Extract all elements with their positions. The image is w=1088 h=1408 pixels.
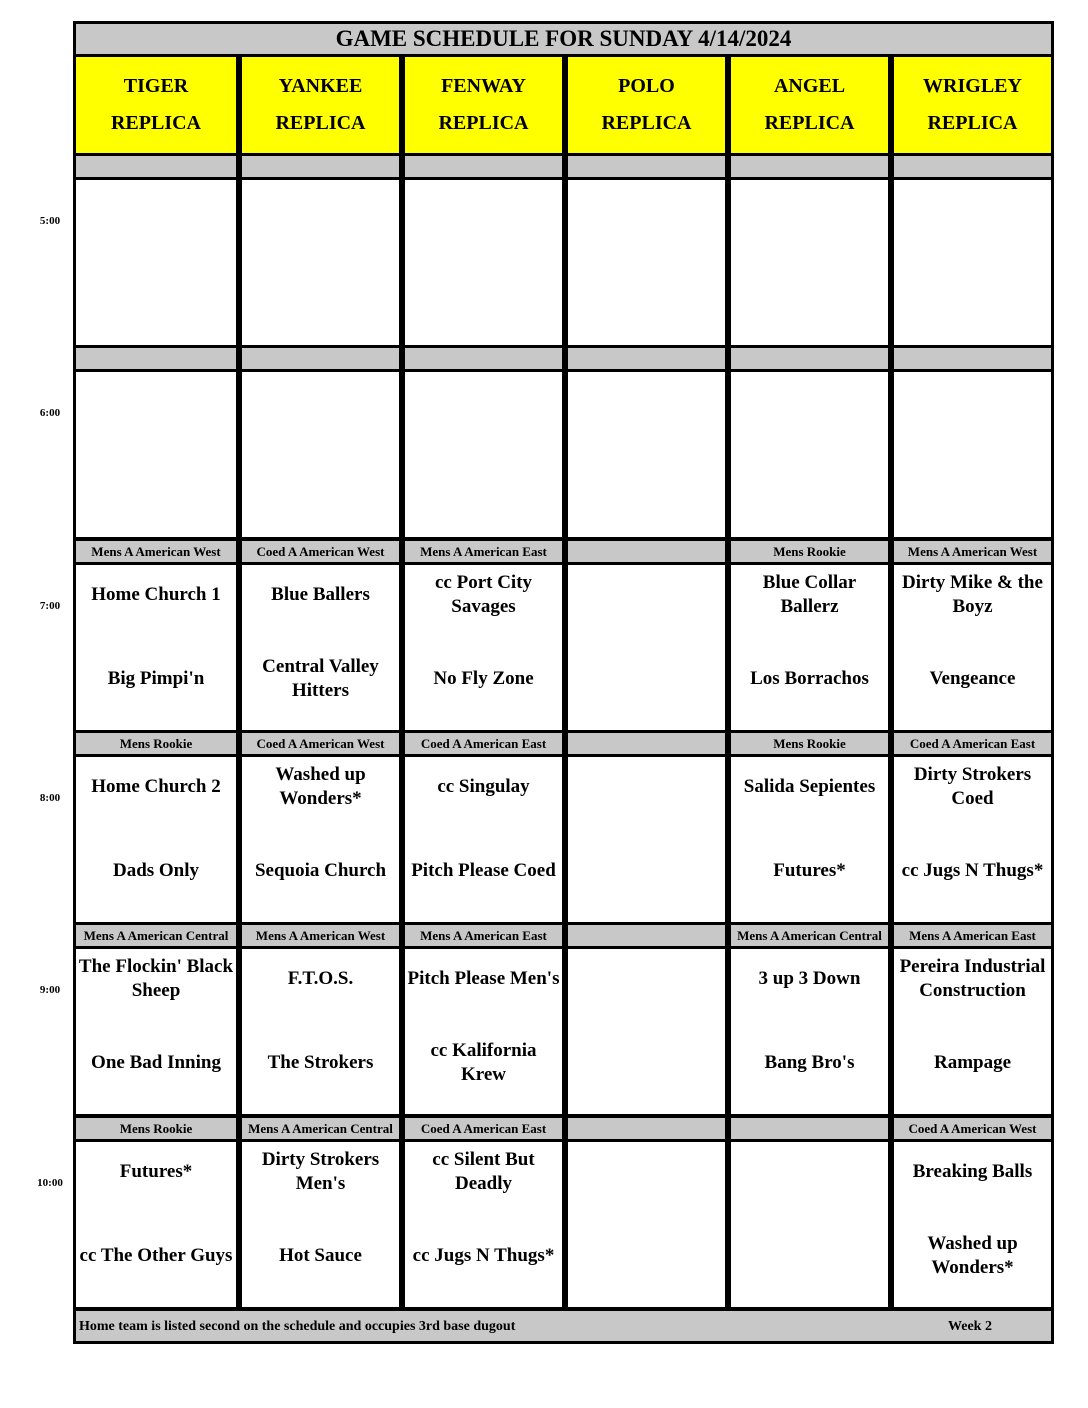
field-header-fenway bbox=[402, 54, 565, 156]
field-header-wrigley bbox=[891, 54, 1054, 156]
home-team: cc Jugs N Thugs* bbox=[412, 1245, 555, 1266]
division-label bbox=[891, 345, 1054, 372]
away-team: Washed up Wonders* bbox=[275, 764, 366, 809]
away-team bbox=[76, 183, 236, 237]
game-cell bbox=[891, 1139, 1054, 1310]
game-cell bbox=[73, 1139, 239, 1310]
time-label: 8:00 bbox=[39, 792, 61, 804]
home-team bbox=[731, 459, 888, 513]
game-cell bbox=[565, 1139, 728, 1310]
division-label: Mens A American East bbox=[402, 922, 565, 949]
home-team bbox=[76, 459, 236, 513]
away-team: Blue Ballers bbox=[271, 584, 370, 605]
home-team bbox=[731, 267, 888, 321]
division-label: Coed A American East bbox=[402, 730, 565, 757]
division-label bbox=[891, 153, 1054, 180]
home-team bbox=[568, 1229, 725, 1283]
away-team bbox=[76, 375, 236, 429]
game-cell bbox=[402, 1139, 565, 1310]
away-team bbox=[731, 1145, 888, 1199]
game-cell bbox=[891, 177, 1054, 348]
field-header-yankee bbox=[239, 54, 402, 156]
time-label: 6:00 bbox=[39, 407, 61, 419]
away-team bbox=[894, 183, 1051, 237]
home-team bbox=[894, 459, 1051, 513]
game-cell bbox=[239, 177, 402, 348]
home-team: Hot Sauce bbox=[279, 1245, 362, 1266]
home-team bbox=[568, 844, 725, 898]
away-team: Blue Collar Ballerz bbox=[762, 572, 857, 617]
away-team: cc Silent But Deadly bbox=[432, 1149, 535, 1194]
game-cell bbox=[239, 1139, 402, 1310]
away-team bbox=[731, 375, 888, 429]
game-cell bbox=[239, 946, 402, 1117]
away-team bbox=[242, 375, 399, 429]
away-team: cc Singulay bbox=[437, 776, 530, 797]
game-cell bbox=[728, 562, 891, 733]
game-cell bbox=[728, 946, 891, 1117]
game-cell bbox=[728, 1139, 891, 1310]
away-team bbox=[894, 375, 1051, 429]
game-cell bbox=[728, 369, 891, 540]
field-header-tiger bbox=[73, 54, 239, 156]
game-cell bbox=[402, 177, 565, 348]
away-team: F.T.O.S. bbox=[287, 968, 354, 989]
division-label bbox=[402, 153, 565, 180]
field-subtitle: REPLICA bbox=[764, 112, 855, 134]
field-subtitle: REPLICA bbox=[275, 112, 366, 134]
division-label bbox=[73, 153, 239, 180]
home-team: One Bad Inning bbox=[91, 1052, 221, 1073]
division-label bbox=[565, 730, 728, 757]
division-label: Mens Rookie bbox=[73, 730, 239, 757]
game-cell bbox=[73, 754, 239, 925]
away-team bbox=[568, 568, 725, 622]
division-label: Coed A American West bbox=[239, 538, 402, 565]
division-label: Mens Rookie bbox=[728, 730, 891, 757]
field-subtitle: REPLICA bbox=[601, 112, 692, 134]
away-team: The Flockin' Black Sheep bbox=[78, 956, 234, 1001]
away-team bbox=[405, 183, 562, 237]
home-team: Pitch Please Coed bbox=[411, 860, 556, 881]
home-team bbox=[894, 267, 1051, 321]
home-team bbox=[568, 1036, 725, 1090]
home-team bbox=[405, 459, 562, 513]
game-cell bbox=[565, 754, 728, 925]
away-team: cc Port City Savages bbox=[434, 572, 533, 617]
division-label: Mens Rookie bbox=[728, 538, 891, 565]
home-team bbox=[568, 459, 725, 513]
home-team bbox=[405, 267, 562, 321]
game-cell bbox=[73, 177, 239, 348]
division-label bbox=[728, 153, 891, 180]
game-cell bbox=[891, 754, 1054, 925]
home-team: Vengeance bbox=[929, 668, 1016, 689]
field-name: WRIGLEY bbox=[923, 75, 1022, 97]
division-label bbox=[565, 1115, 728, 1142]
field-header-angel bbox=[728, 54, 891, 156]
game-cell bbox=[891, 562, 1054, 733]
home-team: cc The Other Guys bbox=[79, 1245, 233, 1266]
division-label bbox=[73, 345, 239, 372]
game-cell bbox=[239, 562, 402, 733]
home-team: Rampage bbox=[933, 1052, 1012, 1073]
game-cell bbox=[728, 177, 891, 348]
division-label: Mens A American Central bbox=[73, 922, 239, 949]
home-team: Bang Bro's bbox=[764, 1052, 855, 1073]
game-cell bbox=[891, 369, 1054, 540]
home-team: Big Pimpi'n bbox=[107, 668, 205, 689]
away-team: Dirty Mike & the Boyz bbox=[902, 572, 1043, 617]
field-name: ANGEL bbox=[773, 75, 846, 97]
game-cell bbox=[891, 946, 1054, 1117]
away-team: Home Church 1 bbox=[91, 584, 221, 605]
division-label: Mens A American Central bbox=[728, 922, 891, 949]
division-label bbox=[239, 345, 402, 372]
game-cell bbox=[402, 562, 565, 733]
footer-bar bbox=[73, 1308, 1054, 1344]
field-name: FENWAY bbox=[441, 75, 526, 97]
field-name: YANKEE bbox=[278, 75, 363, 97]
field-subtitle: REPLICA bbox=[438, 112, 529, 134]
division-label: Mens A American West bbox=[891, 538, 1054, 565]
division-label bbox=[728, 345, 891, 372]
away-team bbox=[731, 183, 888, 237]
away-team: Dirty Strokers Coed bbox=[913, 764, 1032, 809]
home-team bbox=[731, 1229, 888, 1283]
home-team bbox=[242, 267, 399, 321]
game-cell bbox=[402, 946, 565, 1117]
time-label: 10:00 bbox=[37, 1177, 63, 1189]
division-label: Mens A American West bbox=[239, 922, 402, 949]
away-team: Pereira Industrial Construction bbox=[899, 956, 1046, 1001]
division-label: Coed A American West bbox=[239, 730, 402, 757]
away-team: Pitch Please Men's bbox=[407, 968, 560, 989]
home-team: No Fly Zone bbox=[433, 668, 534, 689]
field-header-polo bbox=[565, 54, 728, 156]
division-label: Mens Rookie bbox=[73, 1115, 239, 1142]
away-team bbox=[568, 760, 725, 814]
time-label: 9:00 bbox=[39, 984, 61, 996]
game-cell bbox=[73, 562, 239, 733]
away-team bbox=[568, 952, 725, 1006]
game-cell bbox=[728, 754, 891, 925]
home-team: Los Borrachos bbox=[750, 668, 869, 689]
page-title: GAME SCHEDULE FOR SUNDAY 4/14/2024 bbox=[73, 21, 1054, 57]
division-label: Mens A American West bbox=[73, 538, 239, 565]
division-label: Coed A American East bbox=[402, 1115, 565, 1142]
away-team: Salida Sepientes bbox=[743, 776, 876, 797]
home-team: cc Kalifornia Krew bbox=[430, 1040, 537, 1085]
home-team bbox=[242, 459, 399, 513]
game-cell bbox=[239, 754, 402, 925]
game-cell bbox=[565, 562, 728, 733]
home-team bbox=[76, 267, 236, 321]
division-label: Coed A American East bbox=[891, 730, 1054, 757]
time-label: 5:00 bbox=[39, 215, 61, 227]
home-team-note: Home team is listed second on the schedule and occupies 3rd base dugout bbox=[79, 1319, 516, 1334]
home-team: Futures* bbox=[773, 860, 846, 881]
home-team: Dads Only bbox=[112, 860, 200, 881]
away-team: 3 up 3 Down bbox=[758, 968, 861, 989]
division-label bbox=[402, 345, 565, 372]
field-subtitle: REPLICA bbox=[927, 112, 1018, 134]
home-team: The Strokers bbox=[267, 1052, 374, 1073]
away-team bbox=[405, 375, 562, 429]
home-team bbox=[568, 267, 725, 321]
game-cell bbox=[565, 946, 728, 1117]
game-cell bbox=[565, 177, 728, 348]
away-team: Home Church 2 bbox=[91, 776, 221, 797]
division-label bbox=[565, 538, 728, 565]
home-team: Washed up Wonders* bbox=[927, 1233, 1018, 1278]
game-cell bbox=[73, 946, 239, 1117]
home-team: Sequoia Church bbox=[254, 860, 387, 881]
division-label: Mens A American East bbox=[402, 538, 565, 565]
home-team bbox=[568, 652, 725, 706]
division-label: Mens A American Central bbox=[239, 1115, 402, 1142]
away-team bbox=[568, 183, 725, 237]
division-label: Mens A American East bbox=[891, 922, 1054, 949]
home-team: Central Valley Hitters bbox=[262, 656, 379, 701]
away-team bbox=[242, 183, 399, 237]
away-team: Futures* bbox=[119, 1161, 193, 1182]
time-label: 7:00 bbox=[39, 600, 61, 612]
division-label bbox=[728, 1115, 891, 1142]
field-name: TIGER bbox=[123, 75, 189, 97]
division-label: Coed A American West bbox=[891, 1115, 1054, 1142]
away-team bbox=[568, 375, 725, 429]
division-label bbox=[239, 153, 402, 180]
game-cell bbox=[73, 369, 239, 540]
field-name: POLO bbox=[618, 75, 675, 97]
away-team bbox=[568, 1145, 725, 1199]
division-label bbox=[565, 345, 728, 372]
division-label bbox=[565, 153, 728, 180]
division-label bbox=[565, 922, 728, 949]
game-cell bbox=[565, 369, 728, 540]
week-label: Week 2 bbox=[948, 1319, 992, 1334]
game-cell bbox=[402, 754, 565, 925]
field-subtitle: REPLICA bbox=[110, 112, 201, 134]
away-team: Dirty Strokers Men's bbox=[261, 1149, 380, 1194]
away-team: Breaking Balls bbox=[912, 1161, 1033, 1182]
home-team: cc Jugs N Thugs* bbox=[901, 860, 1044, 881]
game-cell bbox=[239, 369, 402, 540]
game-cell bbox=[402, 369, 565, 540]
